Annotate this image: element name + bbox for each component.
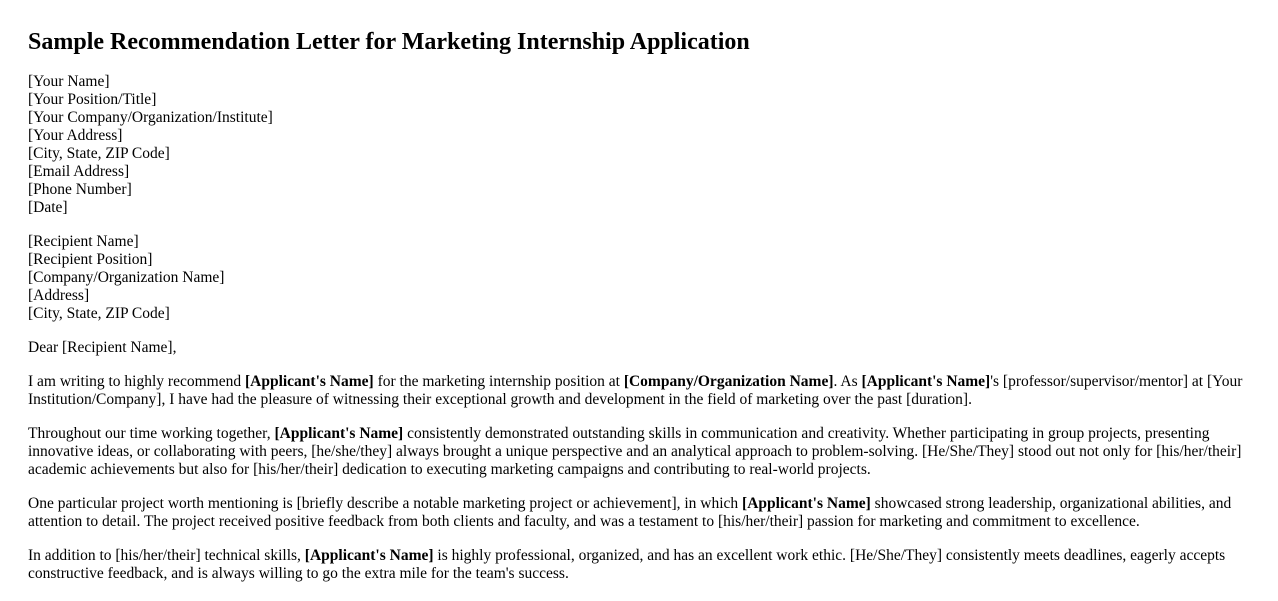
recipient-company: [Company/Organization Name] bbox=[28, 269, 225, 286]
text-run: Throughout our time working together, bbox=[28, 425, 275, 442]
sender-date: [Date] bbox=[28, 199, 68, 216]
text-run: . As bbox=[833, 373, 862, 390]
text-run: In addition to [his/her/their] technical skills, bbox=[28, 547, 305, 564]
applicant-name: [Applicant's Name] bbox=[304, 547, 434, 564]
recipient-address: [Address] bbox=[28, 287, 90, 304]
sender-position: [Your Position/Title] bbox=[28, 91, 157, 108]
sender-city: [City, State, ZIP Code] bbox=[28, 145, 170, 162]
recipient-name: [Recipient Name] bbox=[28, 233, 139, 250]
text-run: is highly professional, organized, and has an excellent work ethic. [He/She/They] consistently meets deadlines, eagerly accepts constructive feedback, and is always willing to go the extra mile for the team's success. bbox=[28, 547, 1226, 582]
sender-email: [Email Address] bbox=[28, 163, 130, 180]
recipient-block bbox=[28, 233, 1250, 323]
sender-name: [Your Name] bbox=[28, 73, 110, 90]
sender-block bbox=[28, 73, 1250, 217]
recipient-position: [Recipient Position] bbox=[28, 251, 153, 268]
text-run: consistently demonstrated outstanding skills in communication and creativity. Whether participating in group projects, presenting innovative ideas, or collaborating with peers, [he/she/they] always brought a unique perspective and an analytical approach to problem-solving. [He/She/They] stood out not only for [his/her/their] academic achievements but also for [his/her/their] dedication to executing marketing campaigns and contributing to real-world projects. bbox=[28, 425, 1242, 478]
text-run: for the marketing internship position at bbox=[373, 373, 624, 390]
recipient-city: [City, State, ZIP Code] bbox=[28, 305, 170, 322]
text-run: showcased strong leadership, organizational abilities, and attention to detail. The project received positive feedback from both clients and faculty, and was a testament to [his/her/their] passion for marketing and commitment to excellence. bbox=[28, 495, 1232, 530]
text-run: One particular project worth mentioning is [briefly describe a notable marketing project or achievement], in which bbox=[28, 495, 743, 512]
paragraph-professionalism bbox=[28, 547, 1250, 583]
text-run: I am writing to highly recommend bbox=[28, 373, 245, 390]
text-run: 's [professor/supervisor/mentor] at [Your Institution/Company], I have had the pleasure of witnessing their exceptional growth and development in the field of marketing over the past [duration]. bbox=[28, 373, 1243, 408]
paragraph-skills bbox=[28, 425, 1250, 479]
applicant-name: [Applicant's Name] bbox=[274, 425, 404, 442]
paragraph-intro bbox=[28, 373, 1250, 409]
sender-company: [Your Company/Organization/Institute] bbox=[28, 109, 273, 126]
paragraph-project bbox=[28, 495, 1250, 531]
company-name: [Company/Organization Name] bbox=[623, 373, 834, 390]
applicant-name: [Applicant's Name] bbox=[244, 373, 374, 390]
salutation: Dear [Recipient Name], bbox=[28, 339, 177, 356]
sender-phone: [Phone Number] bbox=[28, 181, 132, 198]
applicant-name: [Applicant's Name] bbox=[742, 495, 871, 512]
sender-address: [Your Address] bbox=[28, 127, 123, 144]
page-title: Sample Recommendation Letter for Marketing Internship Application bbox=[28, 29, 750, 55]
applicant-name: [Applicant's Name] bbox=[861, 373, 991, 390]
